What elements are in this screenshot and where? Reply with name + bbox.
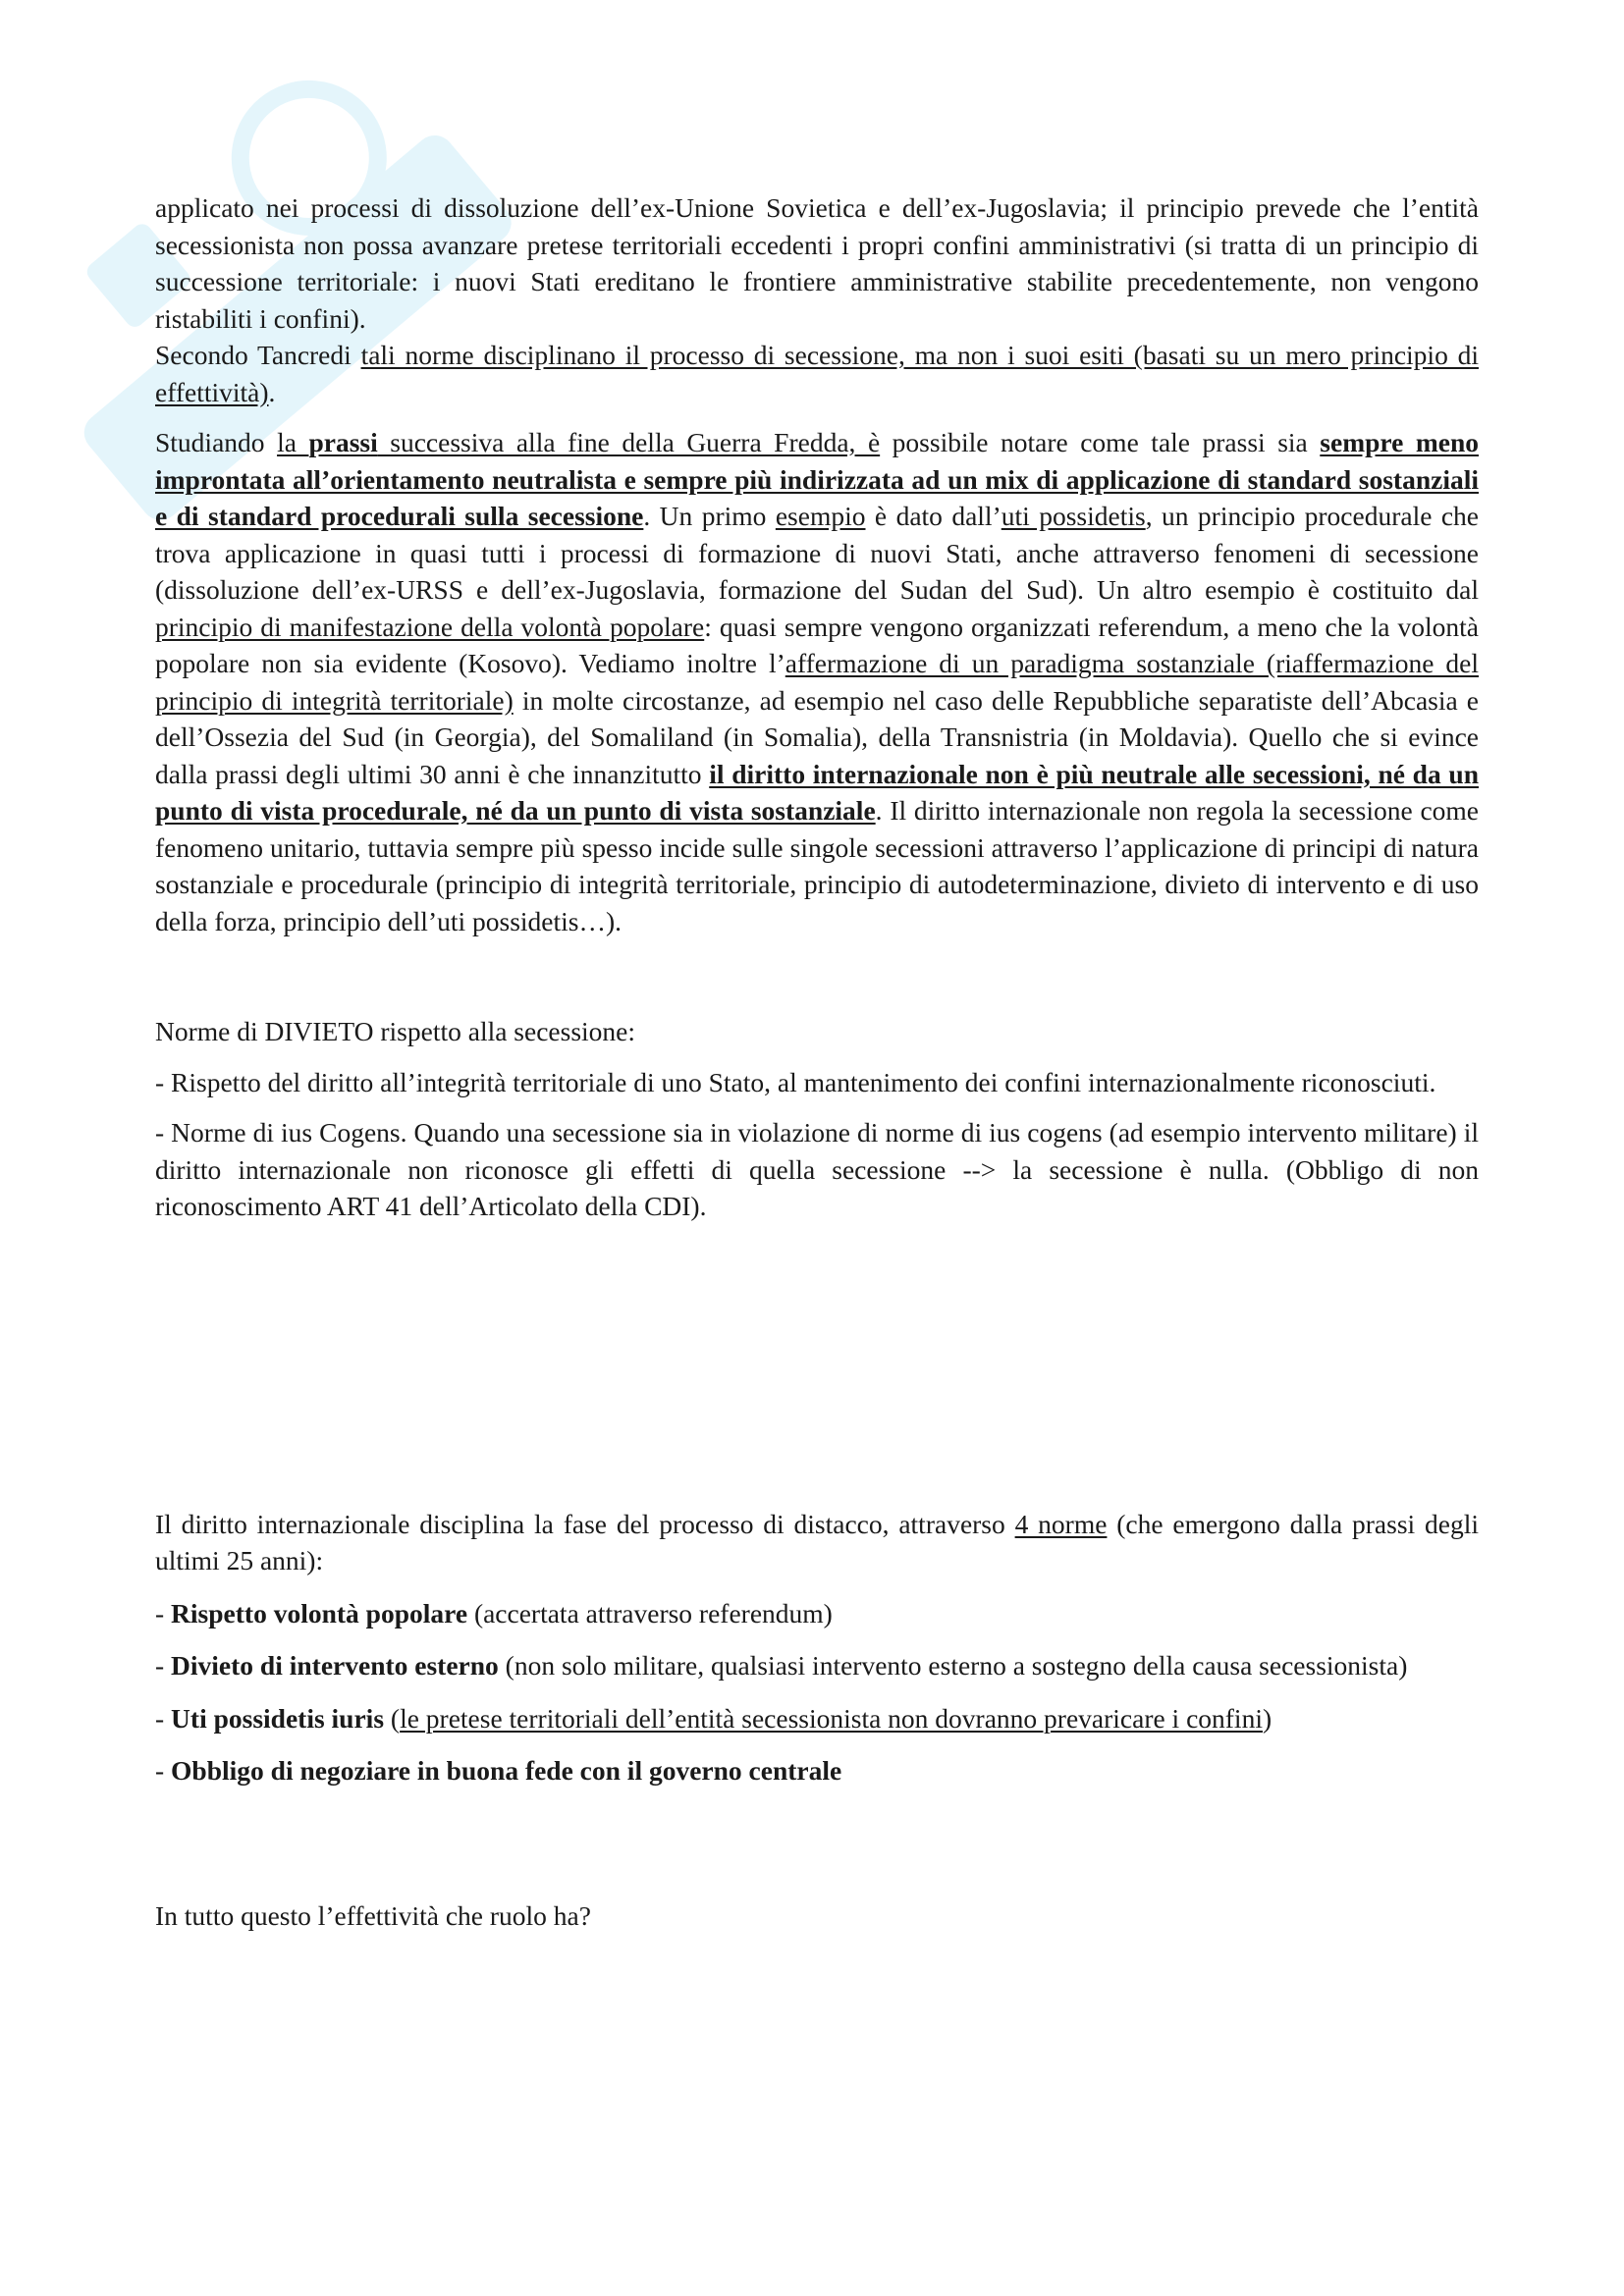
divieto-item-ius-cogens: - Norme di ius Cogens. Quando una secessione sia in violazione di norme di ius cogens (ad esempio intervento militare) il diritto internazionale non riconosce gli effetti di quella secessione --> la secessione è nulla. (Obbligo di non riconoscimento ART 41 dell’Articolato della CDI). [155,1117,1479,1221]
norma-negoziare: - Obbligo di negoziare in buona fede con il governo centrale [155,1755,842,1786]
divieto-heading: Norme di DIVIETO rispetto alla secessione: [155,1016,636,1046]
paragraph-uti-possidetis-intro: applicato nei processi di dissoluzione dell’ex-Unione Sovietica e dell’ex-Jugoslavia; il principio prevede che l’entità secessionista non possa avanzare pretese territoriali eccedenti i propri confini amministrativi (si tratta di un principio di successione territoriale: i nuovi Stati ereditano le frontiere amministrative stabilite precedentemente, non vengono ristabiliti i confini). [155,192,1479,334]
divieto-item-integrita: - Rispetto del diritto all’integrità territoriale di uno Stato, al mantenimento dei confini internazionalmente riconosciuti. [155,1066,1436,1097]
closing-question: In tutto questo l’effettività che ruolo ha? [155,1899,591,1931]
paragraph-prassi: Studiando la prassi successiva alla fine della Guerra Fredda, è possibile notare come tale prassi sia sempre meno improntata all’orientamento neutralista e sempre più indirizzata ad un mix di applicazione di standard sostanziali e di standard procedurali sulla secessione. Un primo esempio è dato dall’uti possidetis, un principio procedurale che trova applicazione in quasi tutti i processi di formazione di nuovi Stati, anche attraverso fenomeni di secessione (dissoluzione dell’ex-URSS e dell’ex-Jugoslavia, formazione del Sudan del Sud). Un altro esempio è costituito dal principio di manifestazione della volontà popolare: quasi sempre vengono organizzati referendum, a meno che la volontà popolare non sia evidente (Kosovo). Vediamo inoltre l’affermazione di un paradigma sostanziale (riaffermazione del principio di integrità territoriale) in molte circostanze, ad esempio nel caso delle Repubbliche separatiste dell’Abcasia e dell’Ossezia del Sud (in Georgia), del Somaliland (in Somalia), della Transnistria (in Moldavia). Quello che si evince dalla prassi degli ultimi 30 anni è che innanzitutto il diritto internazionale non è più neutrale alle secessioni, né da un punto di vista procedurale, né da un punto di vista sostanziale. Il diritto internazionale non regola la secessione come fenomeno unitario, tuttavia sempre più spesso incide sulle singole secessioni attraverso l’applicazione di principi di natura sostanziale e procedurale (principio di integrità territoriale, principio di autodeterminazione, divieto di intervento e di uso della forza, principio dell’uti possidetis…). [155,427,1480,936]
norma-divieto-intervento: - Divieto di intervento esterno (non solo militare, qualsiasi intervento esterno a sostegno della causa secessionista) [155,1650,1408,1681]
document-page [155,189,1479,1934]
norma-uti-possidetis: - Uti possidetis iuris (le pretese territoriali dell’entità secessionista non dovranno prevaricare i confini) [155,1702,1272,1734]
norme-intro: Il diritto internazionale disciplina la fase del processo di distacco, attraverso 4 norme (che emergono dalla prassi degli ultimi 25 anni): [155,1508,1479,1575]
norma-volonta-popolare: - Rispetto volontà popolare (accertata attraverso referendum) [155,1597,833,1629]
paragraph-tancredi: Secondo Tancredi tali norme disciplinano il processo di secessione, ma non i suoi esiti (basati su un mero principio di effettività). [155,340,1479,407]
